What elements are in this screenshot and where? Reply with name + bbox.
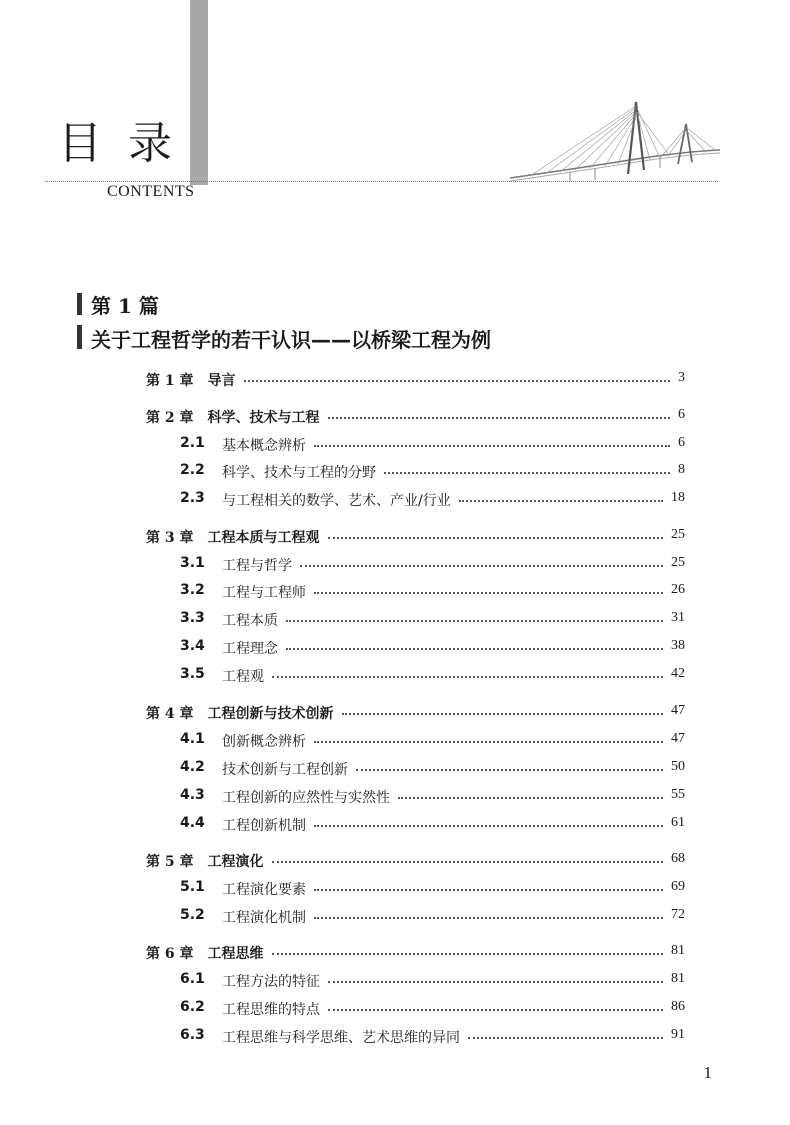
toc-section-number: 6.2 [180, 999, 205, 1015]
toc-section-row[interactable] [0, 759, 790, 781]
toc-leader-dots [328, 417, 670, 419]
toc-section-row[interactable] [0, 555, 790, 577]
toc-chapter-title: 第 2 章 科学、技术与工程 [146, 410, 320, 426]
toc-page-number: 25 [671, 527, 685, 542]
toc-section-number: 3.1 [180, 555, 205, 571]
toc-section-number: 4.1 [180, 731, 205, 747]
toc-page-number: 18 [671, 490, 685, 505]
toc-section-title: 工程思维与科学思维、艺术思维的异同 [222, 1030, 460, 1046]
toc-section-title: 工程理念 [222, 641, 278, 657]
toc-leader-dots [314, 889, 663, 891]
page-title: 目录 [58, 118, 198, 169]
toc-page-number: 25 [671, 555, 685, 570]
cable-stayed-bridge-illustration [510, 98, 720, 184]
toc-page-number: 42 [671, 666, 685, 681]
toc-chapter-title: 第 6 章 工程思维 [146, 946, 264, 962]
toc-section-title: 科学、技术与工程的分野 [222, 465, 376, 481]
toc-section-title: 技术创新与工程创新 [222, 762, 348, 778]
toc-section-title: 工程观 [222, 669, 264, 685]
toc-section-title: 创新概念辨析 [222, 734, 306, 750]
toc-chapter-title: 第 5 章 工程演化 [146, 854, 264, 870]
toc-section-row[interactable] [0, 462, 790, 484]
toc-section-row[interactable] [0, 490, 790, 512]
toc-leader-dots [272, 861, 663, 863]
toc-section-number: 3.4 [180, 638, 205, 654]
toc-section-number: 4.2 [180, 759, 205, 775]
part-marker-bar [77, 325, 82, 349]
toc-leader-dots [314, 825, 663, 827]
toc-leader-dots [314, 445, 670, 447]
toc-page-number: 69 [671, 879, 685, 894]
toc-section-title: 工程本质 [222, 613, 278, 629]
toc-page-number: 26 [671, 582, 685, 597]
toc-leader-dots [272, 953, 663, 955]
toc-section-title: 工程与工程师 [222, 585, 306, 601]
toc-section-number: 5.2 [180, 907, 205, 923]
toc-section-number: 3.5 [180, 666, 205, 682]
toc-leader-dots [384, 472, 670, 474]
toc-page-number: 81 [671, 943, 685, 958]
toc-leader-dots [272, 676, 663, 678]
toc-chapter-row[interactable] [0, 943, 790, 965]
toc-page-number: 55 [671, 787, 685, 802]
toc-section-title: 工程演化机制 [222, 910, 306, 926]
toc-section-title: 工程创新的应然性与实然性 [222, 790, 390, 806]
toc-section-number: 3.2 [180, 582, 205, 598]
toc-leader-dots [459, 500, 663, 502]
toc-section-row[interactable] [0, 879, 790, 901]
toc-section-row[interactable] [0, 1027, 790, 1049]
toc-section-row[interactable] [0, 610, 790, 632]
toc-section-number: 3.3 [180, 610, 205, 626]
part-title: 关于工程哲学的若干认识——以桥梁工程为例 [91, 328, 491, 352]
toc-leader-dots [300, 565, 663, 567]
toc-page-number: 3 [678, 370, 685, 385]
toc-section-number: 6.1 [180, 971, 205, 987]
toc-section-row[interactable] [0, 582, 790, 604]
toc-leader-dots [328, 981, 663, 983]
toc-page-number: 81 [671, 971, 685, 986]
toc-chapter-title: 第 1 章 导言 [146, 373, 236, 389]
toc-leader-dots [342, 713, 663, 715]
toc-chapter-row[interactable] [0, 703, 790, 725]
toc-section-title: 基本概念辨析 [222, 438, 306, 454]
toc-chapter-title: 第 4 章 工程创新与技术创新 [146, 706, 334, 722]
toc-section-row[interactable] [0, 787, 790, 809]
toc-page-number: 91 [671, 1027, 685, 1042]
toc-leader-dots [468, 1037, 663, 1039]
toc-section-number: 2.3 [180, 490, 205, 506]
toc-section-number: 4.4 [180, 815, 205, 831]
toc-leader-dots [328, 537, 663, 539]
toc-leader-dots [286, 620, 663, 622]
toc-section-number: 5.1 [180, 879, 205, 895]
toc-section-number: 2.1 [180, 435, 205, 451]
toc-section-row[interactable] [0, 666, 790, 688]
toc-section-row[interactable] [0, 815, 790, 837]
toc-page-number: 47 [671, 703, 685, 718]
toc-leader-dots [314, 592, 663, 594]
toc-chapter-row[interactable] [0, 851, 790, 873]
toc-section-row[interactable] [0, 999, 790, 1021]
toc-chapter-row[interactable] [0, 370, 790, 392]
toc-section-row[interactable] [0, 435, 790, 457]
part-marker-bar [77, 293, 82, 315]
toc-section-number: 6.3 [180, 1027, 205, 1043]
toc-page-number: 31 [671, 610, 685, 625]
toc-page-number: 50 [671, 759, 685, 774]
part-number: 第 1 篇 [91, 294, 159, 318]
toc-page-number: 72 [671, 907, 685, 922]
toc-chapter-row[interactable] [0, 527, 790, 549]
toc-page-number: 68 [671, 851, 685, 866]
page-number: 1 [703, 1063, 712, 1082]
toc-page-number: 86 [671, 999, 685, 1014]
toc-page-number: 61 [671, 815, 685, 830]
toc-section-number: 4.3 [180, 787, 205, 803]
toc-leader-dots [286, 648, 663, 650]
toc-page-number: 8 [678, 462, 685, 477]
toc-leader-dots [356, 769, 663, 771]
toc-chapter-row[interactable] [0, 407, 790, 429]
toc-section-title: 工程与哲学 [222, 558, 292, 574]
toc-page-number: 6 [678, 435, 685, 450]
toc-leader-dots [244, 380, 670, 382]
toc-section-row[interactable] [0, 638, 790, 660]
toc-page-number: 47 [671, 731, 685, 746]
toc-section-number: 2.2 [180, 462, 205, 478]
toc-section-title: 工程创新机制 [222, 818, 306, 834]
page-subtitle: CONTENTS [107, 183, 195, 200]
toc-section-row[interactable] [0, 907, 790, 929]
toc-section-title: 与工程相关的数学、艺术、产业/行业 [222, 493, 451, 509]
toc-section-title: 工程演化要素 [222, 882, 306, 898]
toc-page-number: 6 [678, 407, 685, 422]
toc-page-number: 38 [671, 638, 685, 653]
toc-section-row[interactable] [0, 731, 790, 753]
toc-leader-dots [398, 797, 663, 799]
toc-section-title: 工程方法的特征 [222, 974, 320, 990]
toc-leader-dots [328, 1009, 663, 1011]
toc-section-row[interactable] [0, 971, 790, 993]
toc-chapter-title: 第 3 章 工程本质与工程观 [146, 530, 320, 546]
toc-section-title: 工程思维的特点 [222, 1002, 320, 1018]
toc-leader-dots [314, 741, 663, 743]
toc-leader-dots [314, 917, 663, 919]
